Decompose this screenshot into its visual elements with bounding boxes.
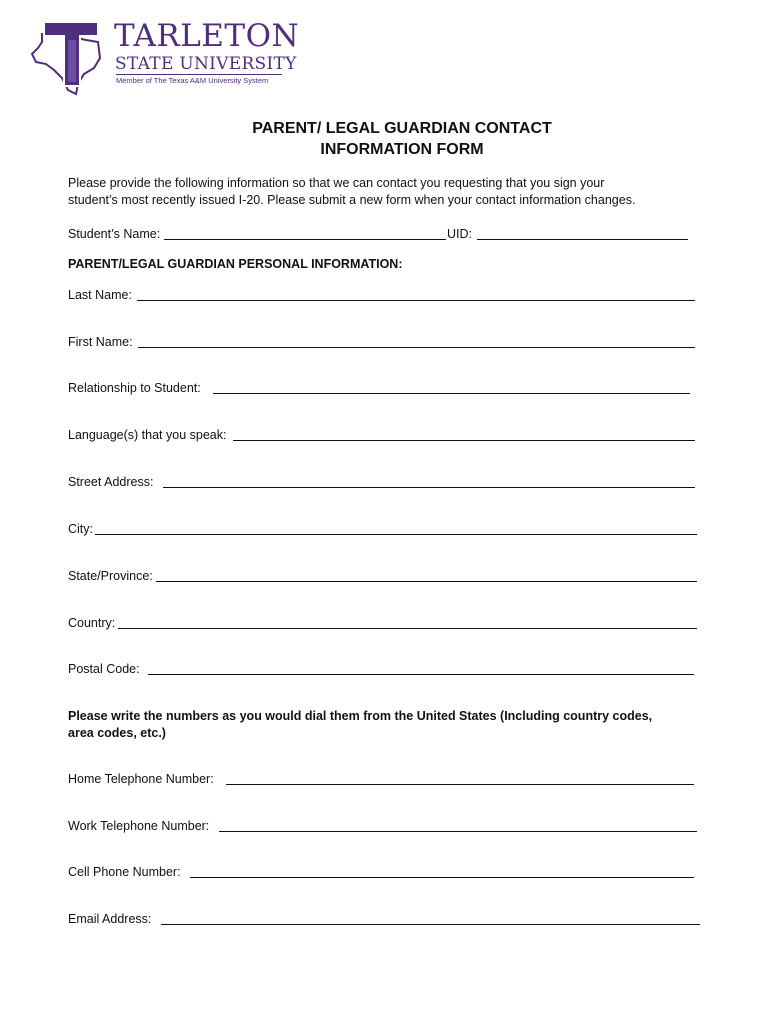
email-label: Email Address:	[68, 912, 152, 926]
last-name-row	[68, 287, 698, 303]
phone-instructions	[68, 708, 708, 741]
phone-note-line2: area codes, etc.)	[68, 725, 166, 740]
postal-row	[68, 661, 698, 677]
last-name-field[interactable]	[137, 300, 695, 301]
work-phone-label: Work Telephone Number:	[68, 819, 210, 833]
home-phone-row	[68, 771, 698, 787]
postal-label: Postal Code:	[68, 662, 140, 676]
first-name-row	[68, 334, 698, 350]
relationship-label: Relationship to Student:	[68, 381, 201, 395]
student-name-field[interactable]	[164, 239, 446, 240]
state-row	[68, 568, 700, 584]
languages-row	[68, 427, 698, 443]
intro-line2: student’s most recently issued I-20. Please submit a new form when your contact information changes.	[68, 192, 636, 207]
work-phone-field[interactable]	[219, 831, 697, 832]
last-name-label: Last Name:	[68, 288, 132, 302]
state-field[interactable]	[156, 581, 697, 582]
logo-name-line2: STATE UNIVERSITY	[115, 54, 297, 74]
street-row	[68, 474, 698, 490]
section-heading-personal: PARENT/LEGAL GUARDIAN PERSONAL INFORMATION:	[68, 257, 403, 271]
intro-line1: Please provide the following information so that we can contact you requesting that you sign your	[68, 176, 605, 190]
state-label: State/Province:	[68, 569, 153, 583]
street-label: Street Address:	[68, 475, 154, 489]
country-field[interactable]	[118, 628, 697, 629]
texas-t-logo-icon	[28, 14, 112, 98]
uid-label: UID:	[447, 227, 472, 241]
country-row	[68, 615, 700, 631]
student-name-label: Student’s Name:	[68, 227, 161, 241]
university-logo	[28, 14, 300, 98]
intro-paragraph	[68, 175, 708, 208]
phone-note-line1: Please write the numbers as you would dial them from the United States (Including country codes,	[68, 709, 653, 723]
email-row	[68, 911, 702, 927]
street-field[interactable]	[163, 487, 695, 488]
work-phone-row	[68, 818, 700, 834]
student-row	[68, 226, 698, 242]
city-row	[68, 521, 700, 537]
home-phone-label: Home Telephone Number:	[68, 772, 214, 786]
first-name-field[interactable]	[138, 347, 695, 348]
logo-name-line1: TARLETON	[114, 18, 300, 54]
languages-label: Language(s) that you speak:	[68, 428, 227, 442]
uid-field[interactable]	[477, 239, 688, 240]
postal-field[interactable]	[148, 674, 694, 675]
logo-tagline: Member of The Texas A&M University System	[116, 76, 269, 85]
email-field[interactable]	[161, 924, 700, 925]
form-title-line1: PARENT/ LEGAL GUARDIAN CONTACT	[252, 120, 552, 137]
country-label: Country:	[68, 616, 116, 630]
cell-phone-field[interactable]	[190, 877, 694, 878]
relationship-field[interactable]	[213, 393, 690, 394]
logo-divider	[116, 74, 282, 75]
first-name-label: First Name:	[68, 335, 133, 349]
home-phone-field[interactable]	[226, 784, 694, 785]
languages-field[interactable]	[233, 440, 695, 441]
city-field[interactable]	[95, 534, 697, 535]
relationship-row	[68, 380, 698, 396]
cell-phone-row	[68, 864, 698, 880]
cell-phone-label: Cell Phone Number:	[68, 865, 181, 879]
form-title-line2: INFORMATION FORM	[320, 141, 484, 158]
city-label: City:	[68, 522, 93, 536]
